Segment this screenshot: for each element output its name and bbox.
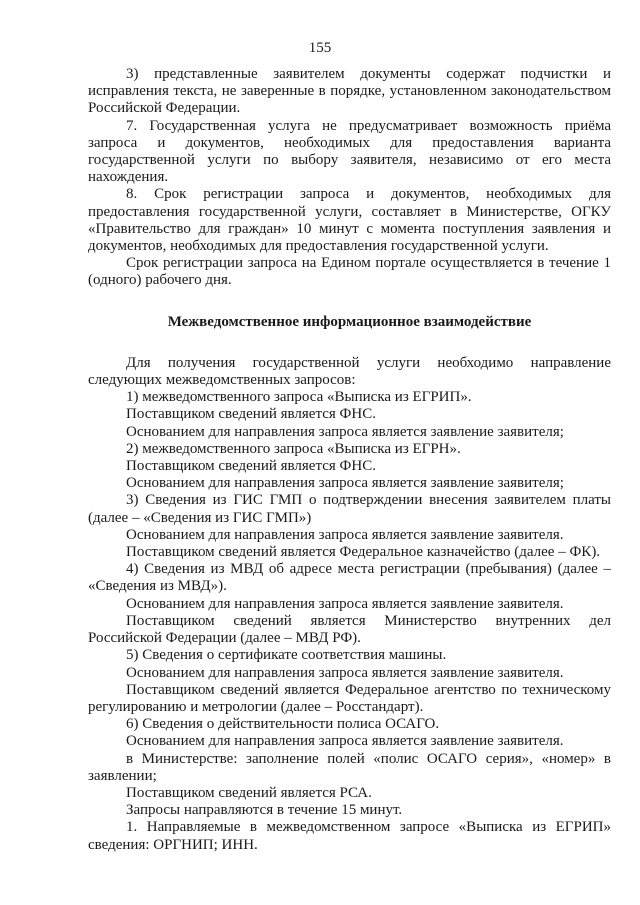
paragraph: Поставщиком сведений является Министерство внутренних дел Российской Федерации (далее – МВД РФ). — [88, 612, 611, 647]
paragraph: Основанием для направления запроса является заявление заявителя; — [126, 423, 564, 440]
paragraph: в Министерстве: заполнение полей «полис ОСАГО серия», «номер» в заявлении; — [88, 750, 611, 784]
paragraph: Для получения государственной услуги необходимо направление следующих межведомственных запросов: — [88, 354, 611, 389]
paragraph: Основанием для направления запроса является заявление заявителя. — [126, 526, 564, 543]
paragraph: 3) Сведения из ГИС ГМП о подтверждении внесения заявителем платы (далее – «Сведения из ГИС ГМП») — [88, 492, 611, 526]
paragraph: 2) межведомственного запроса «Выписка из ЕГРН». — [126, 440, 461, 457]
section-heading: Межведомственное информационное взаимодействие — [167, 313, 532, 330]
paragraph: 1) межведомственного запроса «Выписка из ЕГРИП». — [126, 389, 472, 406]
paragraph: 5) Сведения о сертификате соответствия машины. — [126, 647, 447, 664]
spacer — [88, 331, 611, 355]
paragraph: Основанием для направления запроса является заявление заявителя; — [126, 475, 564, 492]
paragraph: 8. Срок регистрации запроса и документов, необходимых для предоставления государственной услуги, составляет в Министерстве, ОГКУ «Правительство для граждан» 10 минут с момента поступления заявления и документов, необходимых для предоставления государственной услуги. — [88, 186, 611, 255]
paragraph: Основанием для направления запроса является заявление заявителя. — [126, 733, 564, 750]
paragraph: 4) Сведения из МВД об адресе места регистрации (пребывания) (далее – «Сведения из МВД»). — [88, 561, 611, 595]
paragraph: Срок регистрации запроса на Едином портале осуществляется в течение 1 (одного) рабочего дня. — [88, 255, 611, 289]
paragraph: 6) Сведения о действительности полиса ОСАГО. — [126, 716, 440, 733]
paragraph: Поставщиком сведений является РСА. — [126, 784, 372, 801]
paragraph: Поставщиком сведений является Федеральное казначейство (далее – ФК). — [126, 544, 601, 561]
paragraph: 3) представленные заявителем документы содержат подчистки и исправления текста, не заверенные в порядке, установленном законодательством Российской Федерации. — [88, 66, 611, 117]
paragraph: Поставщиком сведений является ФНС. — [126, 406, 376, 423]
paragraph: Запросы направляются в течение 15 минут. — [126, 802, 403, 819]
paragraph: 7. Государственная услуга не предусматривает возможность приёма запроса и документов, необходимых для предоставления варианта государственной услуги по выбору заявителя, независимо от его места нахождения. — [88, 117, 611, 186]
page-number: 155 — [308, 40, 332, 56]
paragraph: Поставщиком сведений является Федеральное агентство по техническому регулированию и метрологии (далее – Росстандарт). — [88, 681, 611, 715]
spacer — [88, 290, 611, 314]
document-body — [88, 66, 611, 854]
paragraph: Основанием для направления запроса является заявление заявителя. — [126, 595, 564, 612]
paragraph: Поставщиком сведений является ФНС. — [126, 458, 376, 475]
paragraph: Основанием для направления запроса является заявление заявителя. — [126, 664, 564, 681]
paragraph: 1. Направляемые в межведомственном запросе «Выписка из ЕГРИП» сведения: ОРГНИП; ИНН. — [88, 819, 611, 853]
